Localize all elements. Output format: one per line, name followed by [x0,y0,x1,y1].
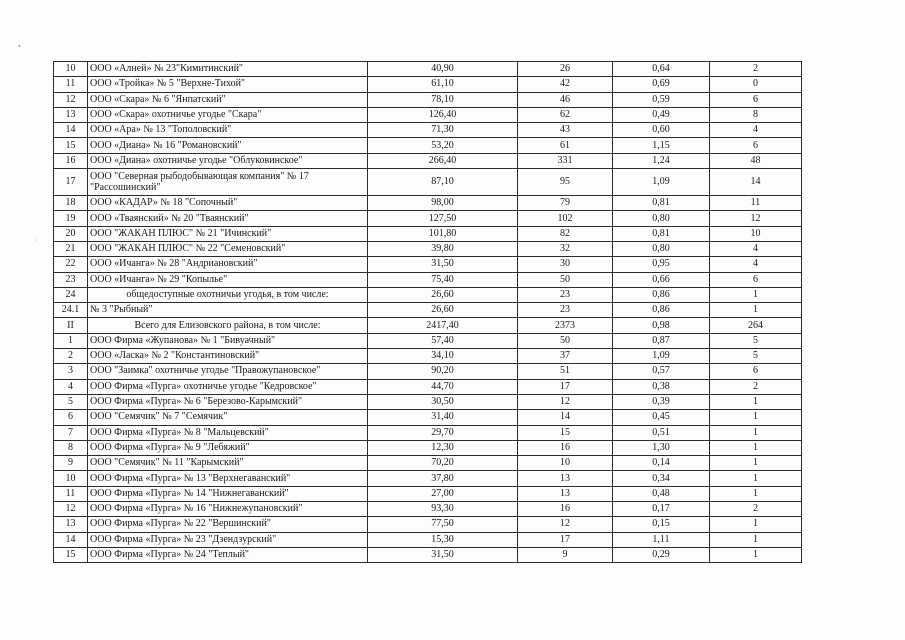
area-value: 40,90 [368,62,518,77]
quota-value: 1 [710,547,802,562]
area-value: 26,60 [368,287,518,302]
row-number: 23 [54,272,88,287]
row-number: 14 [54,123,88,138]
organization-name: ООО Фирма «Пурга» № 13 "Верхнегаванский" [88,471,368,486]
density-value: 1,11 [613,532,710,547]
count-value: 13 [518,471,613,486]
density-value: 0,59 [613,92,710,107]
count-value: 50 [518,272,613,287]
count-value: 62 [518,107,613,122]
density-value: 0,14 [613,456,710,471]
density-value: 0,29 [613,547,710,562]
area-value: 78,10 [368,92,518,107]
organization-name: ООО «Скара» охотничье угодье "Скара" [88,107,368,122]
organization-name: ООО «Тройка» № 5 "Верхне-Тихой" [88,77,368,92]
quota-value: 2 [710,62,802,77]
area-value: 127,50 [368,211,518,226]
density-value: 0,87 [613,333,710,348]
table-row [54,333,802,348]
density-value: 1,15 [613,138,710,153]
quota-value: 1 [710,394,802,409]
area-value: 87,10 [368,169,518,196]
count-value: 30 [518,257,613,272]
hunting-grounds-table [53,61,802,563]
table-row [54,123,802,138]
table-row [54,303,802,318]
area-value: 30,50 [368,394,518,409]
organization-name: Всего для Елизовского района, в том числе: [88,318,368,333]
area-value: 39,80 [368,241,518,256]
row-number: 3 [54,364,88,379]
density-value: 0,34 [613,471,710,486]
count-value: 12 [518,394,613,409]
density-value: 1,09 [613,349,710,364]
count-value: 10 [518,456,613,471]
organization-name: ООО "ЖАКАН ПЛЮС" № 22 "Семеновский" [88,241,368,256]
quota-value: 1 [710,287,802,302]
table-row [54,169,802,196]
area-value: 31,40 [368,410,518,425]
row-number: 5 [54,394,88,409]
density-value: 0,60 [613,123,710,138]
quota-value: 264 [710,318,802,333]
table-row [54,257,802,272]
table-row [54,364,802,379]
count-value: 17 [518,379,613,394]
table-row [54,77,802,92]
table-row [54,287,802,302]
table-row [54,153,802,168]
density-value: 0,81 [613,196,710,211]
table-row [54,456,802,471]
count-value: 82 [518,226,613,241]
table-body [54,62,802,563]
table-row [54,196,802,211]
area-value: 126,40 [368,107,518,122]
row-number: 16 [54,153,88,168]
row-number: 11 [54,486,88,501]
count-value: 16 [518,502,613,517]
table-row [54,349,802,364]
organization-name: ООО Фирма «Пурга» № 6 "Березово-Карымский" [88,394,368,409]
organization-name: ООО "Семячик" № 11 "Карымский" [88,456,368,471]
density-value: 0,15 [613,517,710,532]
quota-value: 2 [710,379,802,394]
table-row [54,318,802,333]
organization-name: ООО «Тваянский» № 20 "Тваянский" [88,211,368,226]
count-value: 2373 [518,318,613,333]
count-value: 17 [518,532,613,547]
quota-value: 6 [710,272,802,287]
organization-name: ООО «КАДАР» № 18 "Сопочный" [88,196,368,211]
quota-value: 5 [710,349,802,364]
table-row [54,211,802,226]
row-number: 8 [54,440,88,455]
area-value: 44,70 [368,379,518,394]
density-value: 0,38 [613,379,710,394]
density-value: 0,17 [613,502,710,517]
quota-value: 1 [710,303,802,318]
density-value: 0,86 [613,303,710,318]
organization-name: ООО Фирма «Жупанова» № 1 "Бивуачный" [88,333,368,348]
area-value: 101,80 [368,226,518,241]
table-row [54,502,802,517]
count-value: 9 [518,547,613,562]
density-value: 0,80 [613,211,710,226]
count-value: 23 [518,287,613,302]
organization-name: ООО «Диана» охотничье угодье "Облуковинское" [88,153,368,168]
organization-name: ООО «Диана» № 16 "Романовский" [88,138,368,153]
row-number: 15 [54,138,88,153]
table-row [54,471,802,486]
count-value: 23 [518,303,613,318]
count-value: 61 [518,138,613,153]
row-number: II [54,318,88,333]
area-value: 31,50 [368,257,518,272]
density-value: 0,39 [613,394,710,409]
count-value: 37 [518,349,613,364]
table-row [54,532,802,547]
organization-name: ООО Фирма «Пурга» № 8 "Мальцевский" [88,425,368,440]
quota-value: 1 [710,440,802,455]
table-row [54,547,802,562]
density-value: 0,51 [613,425,710,440]
organization-name: ООО Фирма «Пурга» № 24 "Теплый" [88,547,368,562]
area-value: 61,10 [368,77,518,92]
row-number: 1 [54,333,88,348]
organization-name: ООО «Ара» № 13 "Тополовский" [88,123,368,138]
quota-value: 4 [710,257,802,272]
count-value: 50 [518,333,613,348]
quota-value: 8 [710,107,802,122]
density-value: 0,69 [613,77,710,92]
quota-value: 1 [710,425,802,440]
row-number: 13 [54,517,88,532]
area-value: 31,50 [368,547,518,562]
area-value: 12,30 [368,440,518,455]
table-row [54,138,802,153]
row-number: 20 [54,226,88,241]
row-number: 17 [54,169,88,196]
organization-name: № 3 "Рыбный" [88,303,368,318]
count-value: 32 [518,241,613,256]
table-row [54,241,802,256]
quota-value: 6 [710,138,802,153]
density-value: 0,80 [613,241,710,256]
organization-name: ООО Фирма «Пурга» № 9 "Лебяжий" [88,440,368,455]
organization-name: ООО "Семячик" № 7 "Семячик" [88,410,368,425]
row-number: 12 [54,92,88,107]
count-value: 12 [518,517,613,532]
count-value: 15 [518,425,613,440]
quota-value: 1 [710,471,802,486]
quota-value: 1 [710,456,802,471]
table-row [54,425,802,440]
row-number: 14 [54,532,88,547]
area-value: 37,80 [368,471,518,486]
area-value: 77,50 [368,517,518,532]
organization-name: ООО Фирма «Пурга» № 16 "Нижнежупановский" [88,502,368,517]
density-value: 0,95 [613,257,710,272]
density-value: 0,45 [613,410,710,425]
row-number: 22 [54,257,88,272]
density-value: 0,98 [613,318,710,333]
area-value: 26,60 [368,303,518,318]
quota-value: 14 [710,169,802,196]
table-row [54,410,802,425]
area-value: 93,30 [368,502,518,517]
organization-name: ООО "Заимка" охотничье угодье "Правожупановское" [88,364,368,379]
density-value: 0,57 [613,364,710,379]
density-value: 0,48 [613,486,710,501]
row-number: 15 [54,547,88,562]
table-row [54,486,802,501]
row-number: 11 [54,77,88,92]
density-value: 1,30 [613,440,710,455]
count-value: 16 [518,440,613,455]
quota-value: 12 [710,211,802,226]
table-row [54,379,802,394]
count-value: 51 [518,364,613,379]
scan-speck: · [34,236,37,245]
count-value: 95 [518,169,613,196]
row-number: 9 [54,456,88,471]
quota-value: 0 [710,77,802,92]
count-value: 42 [518,77,613,92]
row-number: 19 [54,211,88,226]
quota-value: 1 [710,486,802,501]
row-number: 6 [54,410,88,425]
row-number: 10 [54,471,88,486]
count-value: 26 [518,62,613,77]
scan-speck: • [18,42,21,51]
row-number: 10 [54,62,88,77]
count-value: 331 [518,153,613,168]
area-value: 2417,40 [368,318,518,333]
area-value: 98,00 [368,196,518,211]
area-value: 34,10 [368,349,518,364]
quota-value: 1 [710,517,802,532]
row-number: 12 [54,502,88,517]
density-value: 1,09 [613,169,710,196]
area-value: 27,00 [368,486,518,501]
density-value: 0,49 [613,107,710,122]
area-value: 75,40 [368,272,518,287]
count-value: 13 [518,486,613,501]
density-value: 0,81 [613,226,710,241]
row-number: 18 [54,196,88,211]
count-value: 79 [518,196,613,211]
count-value: 14 [518,410,613,425]
table-row [54,92,802,107]
table-row [54,62,802,77]
row-number: 4 [54,379,88,394]
density-value: 0,86 [613,287,710,302]
quota-value: 1 [710,410,802,425]
table-row [54,272,802,287]
organization-name: ООО Фирма «Пурга» № 22 "Вершинский" [88,517,368,532]
quota-value: 6 [710,92,802,107]
table-row [54,517,802,532]
organization-name: общедоступные охотничьи угодья, в том числе: [88,287,368,302]
table-row [54,226,802,241]
density-value: 0,64 [613,62,710,77]
area-value: 70,20 [368,456,518,471]
area-value: 57,40 [368,333,518,348]
area-value: 29,70 [368,425,518,440]
row-number: 24 [54,287,88,302]
organization-name: ООО Фирма «Пурга» № 14 "Нижнегаванский" [88,486,368,501]
area-value: 15,30 [368,532,518,547]
density-value: 1,24 [613,153,710,168]
quota-value: 10 [710,226,802,241]
count-value: 46 [518,92,613,107]
quota-value: 4 [710,241,802,256]
organization-name: ООО «Ичанга» № 29 "Копылье" [88,272,368,287]
table-row [54,394,802,409]
row-number: 13 [54,107,88,122]
row-number: 21 [54,241,88,256]
area-value: 266,40 [368,153,518,168]
density-value: 0,66 [613,272,710,287]
organization-name: ООО «Скара» № 6 "Янпатский" [88,92,368,107]
area-value: 90,20 [368,364,518,379]
table-row [54,440,802,455]
quota-value: 11 [710,196,802,211]
quota-value: 4 [710,123,802,138]
count-value: 102 [518,211,613,226]
quota-value: 2 [710,502,802,517]
organization-name: ООО Фирма «Пурга» охотничье угодье "Кедровское" [88,379,368,394]
row-number: 24.1 [54,303,88,318]
quota-value: 1 [710,532,802,547]
organization-name: ООО «Алней» № 23"Кимитинский" [88,62,368,77]
row-number: 7 [54,425,88,440]
area-value: 71,30 [368,123,518,138]
organization-name: ООО «Ичанга» № 28 "Андриановский" [88,257,368,272]
quota-value: 5 [710,333,802,348]
organization-name: ООО "Северная рыбодобывающая компания" № 17 "Рассошинский" [88,169,368,196]
organization-name: ООО «Ласка» № 2 "Константиновский" [88,349,368,364]
table-row [54,107,802,122]
organization-name: ООО "ЖАКАН ПЛЮС" № 21 "Ичинский" [88,226,368,241]
row-number: 2 [54,349,88,364]
quota-value: 48 [710,153,802,168]
organization-name: ООО Фирма «Пурга» № 23 "Дзендзурский" [88,532,368,547]
quota-value: 6 [710,364,802,379]
area-value: 53,20 [368,138,518,153]
count-value: 43 [518,123,613,138]
